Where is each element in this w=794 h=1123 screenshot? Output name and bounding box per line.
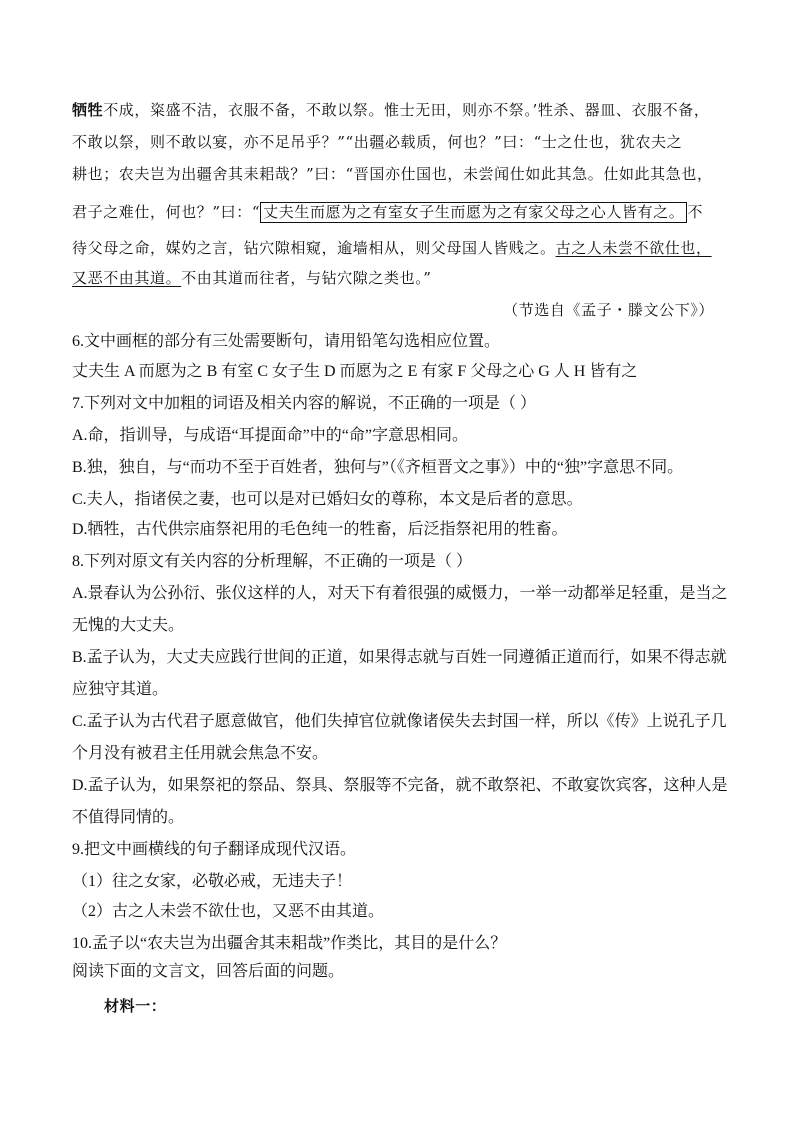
underlined-sentence-part2: 又恶不由其道。: [72, 269, 182, 287]
passage-source: （节选自《孟子・滕文公下》）: [503, 301, 714, 319]
question-8-option-c-line2: 个月没有被君主任用就会焦急不安。: [72, 745, 329, 762]
question-7-option-b: B.独，独自，与“而功不至于百姓者，独何与”（《齐桓晋文之事》）中的“独”字意思不同。: [72, 459, 684, 476]
question-6-options: 丈夫生 A 而愿为之 B 有室 C 女子生 D 而愿为之 E 有家 F 父母之心 G 人 H 皆有之: [72, 363, 638, 380]
question-8-option-b-line2: 应独守其道。: [72, 681, 169, 698]
question-10: 10.孟子以“农夫岂为出疆舍其耒耜哉”作类比，其目的是什么？: [72, 935, 507, 952]
reading-instruction: 阅读下面的文言文，回答后面的问题。: [72, 963, 345, 980]
question-6: 6.文中画框的部分有三处需要断句，请用铅笔勾选相应位置。: [72, 333, 501, 350]
question-8-option-b-line1: B.孟子认为，大丈夫应践行世间的正道，如果得志就与百姓一同遵循正道而行，如果不得志就: [72, 649, 727, 666]
question-8-option-d-line1: D.孟子认为，如果祭祀的祭品、祭具、祭服等不完备，就不敢祭祀、不敢宴饮宾客，这种人是: [72, 777, 728, 794]
question-9: 9.把文中画横线的句子翻译成现代汉语。: [72, 841, 357, 858]
question-7-option-c: C.夫人，指诸侯之妻，也可以是对已婚妇女的尊称，本文是后者的意思。: [72, 491, 583, 508]
passage-line-6: 又恶不由其道。不由其道而往者，与钻穴隙之类也。”: [72, 269, 432, 287]
question-8-option-c-line1: C.孟子认为古代君子愿意做官，他们失掉官位就像诸侯失去封国一样，所以《传》上说孔子几: [72, 713, 727, 730]
question-9-item-2: （2）古之人未尝不欲仕也，又恶不由其道。: [72, 903, 385, 920]
material-label: 材料一：: [104, 997, 167, 1015]
passage-line-2: 不敢以祭，则不敢以宴，亦不足吊乎？”“出疆必载质，何也？”曰：“士之仕也，犹农夫之: [72, 133, 683, 151]
passage-line-1: 牺牲不成，粢盛不洁，衣服不备，不敢以祭。惟士无田，则亦不祭。’牲杀、器皿、衣服不备，: [72, 101, 710, 119]
passage-line-5: 待父母之命，媒妁之言，钻穴隙相窥，逾墙相从，则父母国人皆贱之。古之人未尝不欲仕也，: [72, 239, 712, 257]
boxed-sentence: 丈夫生而愿为之有室女子生而愿为之有家父母之心人皆有之。: [260, 202, 687, 223]
question-8: 8.下列对原文有关内容的分析理解，不正确的一项是（ ）: [72, 553, 473, 570]
question-8-option-a-line2: 无愧的大丈夫。: [72, 617, 185, 634]
bold-word-sacrifice: 牺牲: [72, 101, 104, 119]
underlined-sentence-part1: 古之人未尝不欲仕也，: [555, 239, 712, 257]
question-9-item-1: （1）往之女家，必敬必戒，无违夫子！: [72, 873, 353, 890]
passage-line-3: 耕也；农夫岂为出疆舍其耒耜哉？”曰：“晋国亦仕国也，未尝闻仕如此其急。仕如此其急也，: [72, 165, 713, 183]
question-7-option-a: A.命，指训导，与成语“耳提面命”中的“命”字意思相同。: [72, 427, 468, 444]
question-7-option-d: D.牺牲，古代供宗庙祭祀用的毛色纯一的牲畜，后泛指祭祀用的牲畜。: [72, 521, 568, 538]
passage-line-4: 君子之难仕，何也？”曰：“ 丈夫生而愿为之有室女子生而愿为之有家父母之心人皆有之。 不: [72, 203, 703, 221]
question-8-option-d-line2: 不值得同情的。: [72, 809, 185, 826]
question-8-option-a-line1: A.景春认为公孙衍、张仪这样的人，对天下有着很强的威慑力，一举一动都举足轻重，是当之: [72, 585, 728, 602]
question-7: 7.下列对文中加粗的词语及相关内容的解说，不正确的一项是（ ）: [72, 395, 537, 412]
